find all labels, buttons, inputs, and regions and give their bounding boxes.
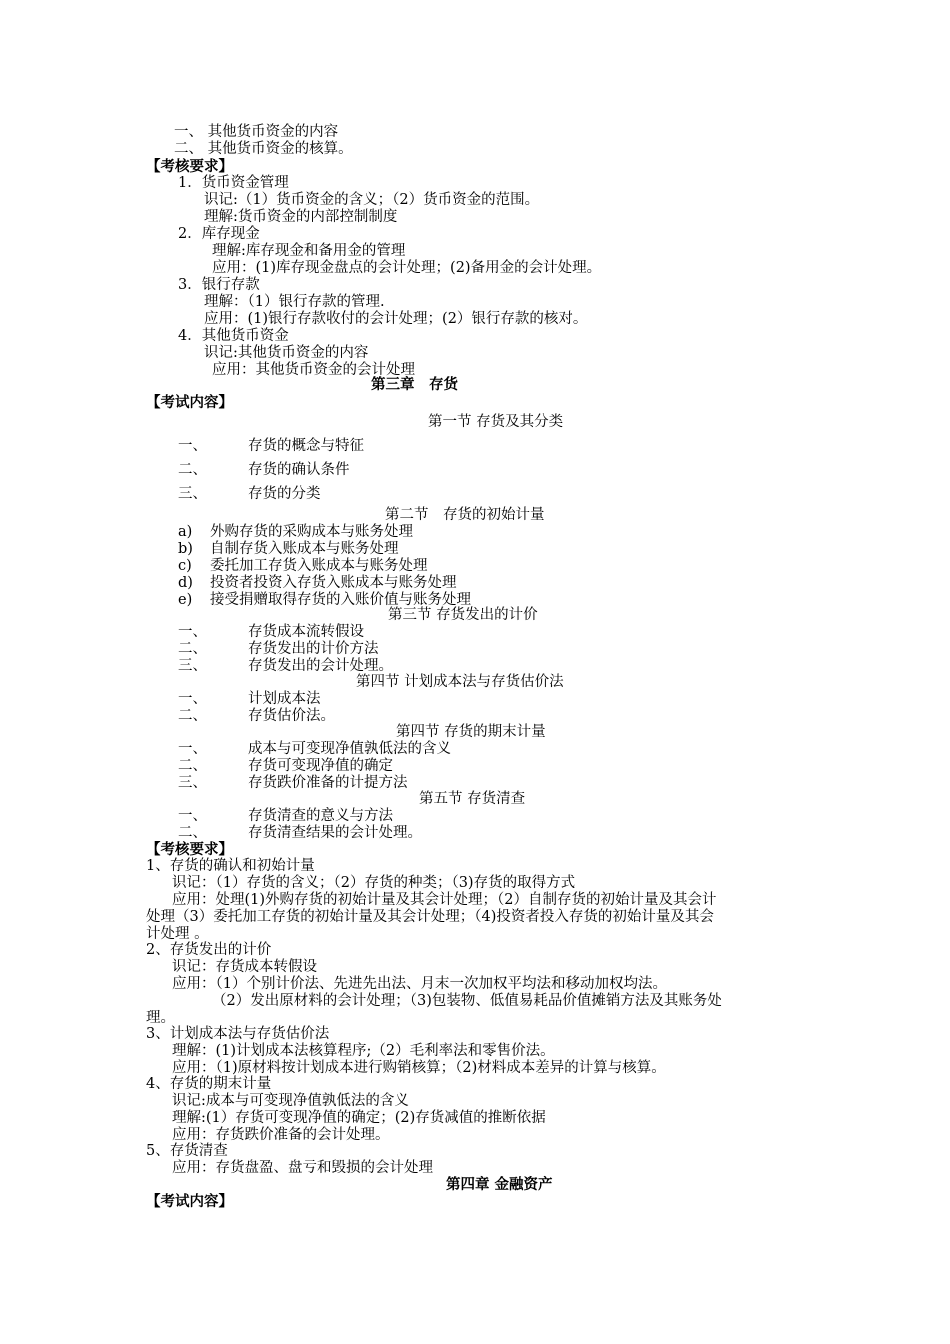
section-heading: 【考核要求】 — [146, 158, 233, 175]
section-title: 第三节 存货发出的计价 — [388, 607, 538, 623]
section-title: 第一节 存货及其分类 — [428, 414, 564, 430]
list-item: 一、 计划成本法 — [178, 691, 321, 707]
list-item: 二、 存货清查结果的会计处理。 — [178, 825, 422, 841]
list-item: 三、 存货发出的会计处理。 — [178, 658, 393, 674]
list-item: 处理（3）委托加工存货的初始计量及其会计处理；（4)投资者投入存货的初始计量及其会 — [146, 909, 714, 925]
list-item: 应用：（1）个别计价法、先进先出法、月末一次加权平均法和移动加权均法。 — [172, 976, 667, 992]
section-heading: 【考试内容】 — [146, 1193, 233, 1210]
list-item: d) 投资者投资入存货入账成本与账务处理 — [178, 575, 457, 591]
list-item: 识记:（1）货币资金的含义；（2）货币资金的范围。 — [204, 192, 540, 208]
list-item: 3．银行存款 — [178, 277, 260, 293]
chapter-title: 第三章 存货 — [371, 376, 458, 393]
list-item: （2）发出原材料的会计处理；（3)包装物、低值易耗品价值摊销方法及其账务处 — [212, 993, 722, 1009]
list-item: 4、存货的期末计量 — [146, 1076, 272, 1092]
section-title: 第四节 存货的期末计量 — [396, 724, 546, 740]
list-item: a) 外购存货的采购成本与账务处理 — [178, 524, 413, 540]
section-heading: 【考试内容】 — [146, 394, 233, 411]
list-item: 应用：存货盘盈、盘亏和毁损的会计处理 — [172, 1160, 433, 1176]
list-item: 二、 存货的确认条件 — [178, 462, 350, 478]
list-item: 应用：处理(1)外购存货的初始计量及其会计处理；（2）自制存货的初始计量及其会计 — [172, 892, 717, 908]
list-item: 2、存货发出的计价 — [146, 942, 272, 958]
list-item: 识记:成本与可变现净值孰低法的含义 — [172, 1093, 409, 1109]
list-item: 识记:其他货币资金的内容 — [204, 345, 369, 361]
section-heading: 【考核要求】 — [146, 841, 233, 858]
list-item: 二、 存货发出的计价方法 — [178, 641, 379, 657]
list-item: 计处理 。 — [146, 926, 209, 942]
list-item: 应用：(1)库存现金盘点的会计处理；(2)备用金的会计处理。 — [212, 260, 602, 276]
section-title: 第四节 计划成本法与存货估价法 — [356, 674, 564, 690]
section-title: 第二节 存货的初始计量 — [385, 507, 545, 523]
list-item: c) 委托加工存货入账成本与账务处理 — [178, 558, 428, 574]
list-item: 3、计划成本法与存货估价法 — [146, 1026, 330, 1042]
list-item: 二、 其他货币资金的核算。 — [174, 141, 353, 157]
list-item: 一、 存货的概念与特征 — [178, 438, 364, 454]
list-item: e) 接受捐赠取得存货的入账价值与账务处理 — [178, 592, 471, 608]
list-item: 理解:(1）存货可变现净值的确定；(2)存货减值的推断依据 — [172, 1110, 546, 1126]
list-item: 三、 存货的分类 — [178, 486, 321, 502]
list-item: 应用：(1)银行存款收付的会计处理；(2）银行存款的核对。 — [204, 311, 588, 327]
list-item: 三、 存货跌价准备的计提方法 — [178, 775, 408, 791]
list-item: 一、 其他货币资金的内容 — [174, 124, 339, 140]
list-item: 1．货币资金管理 — [178, 175, 289, 191]
list-item: 5、存货清查 — [146, 1143, 228, 1159]
list-item: 识记：存货成本转假设 — [172, 959, 317, 975]
list-item: 理解：(1)计划成本法核算程序;（2）毛利率法和零售价法。 — [172, 1043, 555, 1059]
list-item: 一、 存货成本流转假设 — [178, 624, 364, 640]
list-item: 一、 成本与可变现净值孰低法的含义 — [178, 741, 451, 757]
list-item: 应用：（1)原材料按计划成本进行购销核算；（2)材料成本差异的计算与核算。 — [172, 1060, 666, 1076]
list-item: 二、 存货估价法。 — [178, 708, 335, 724]
list-item: 2．库存现金 — [178, 226, 260, 242]
list-item: 应用：其他货币资金的会计处理 — [212, 362, 415, 378]
list-item: b) 自制存货入账成本与账务处理 — [178, 541, 399, 557]
list-item: 1、存货的确认和初始计量 — [146, 858, 315, 874]
section-title: 第五节 存货清查 — [419, 791, 526, 807]
list-item: 应用：存货跌价准备的会计处理。 — [172, 1127, 390, 1143]
chapter-title: 第四章 金融资产 — [446, 1176, 553, 1193]
list-item: 二、 存货可变现净值的确定 — [178, 758, 393, 774]
list-item: 4．其他货币资金 — [178, 328, 289, 344]
list-item: 理解：（1）银行存款的管理. — [204, 294, 385, 310]
list-item: 一、 存货清查的意义与方法 — [178, 808, 393, 824]
list-item: 理。 — [146, 1010, 175, 1026]
list-item: 理解:库存现金和备用金的管理 — [212, 243, 406, 259]
list-item: 识记：（1）存货的含义；（2）存货的种类；（3)存货的取得方式 — [172, 875, 576, 891]
list-item: 理解:货币资金的内部控制制度 — [204, 209, 398, 225]
